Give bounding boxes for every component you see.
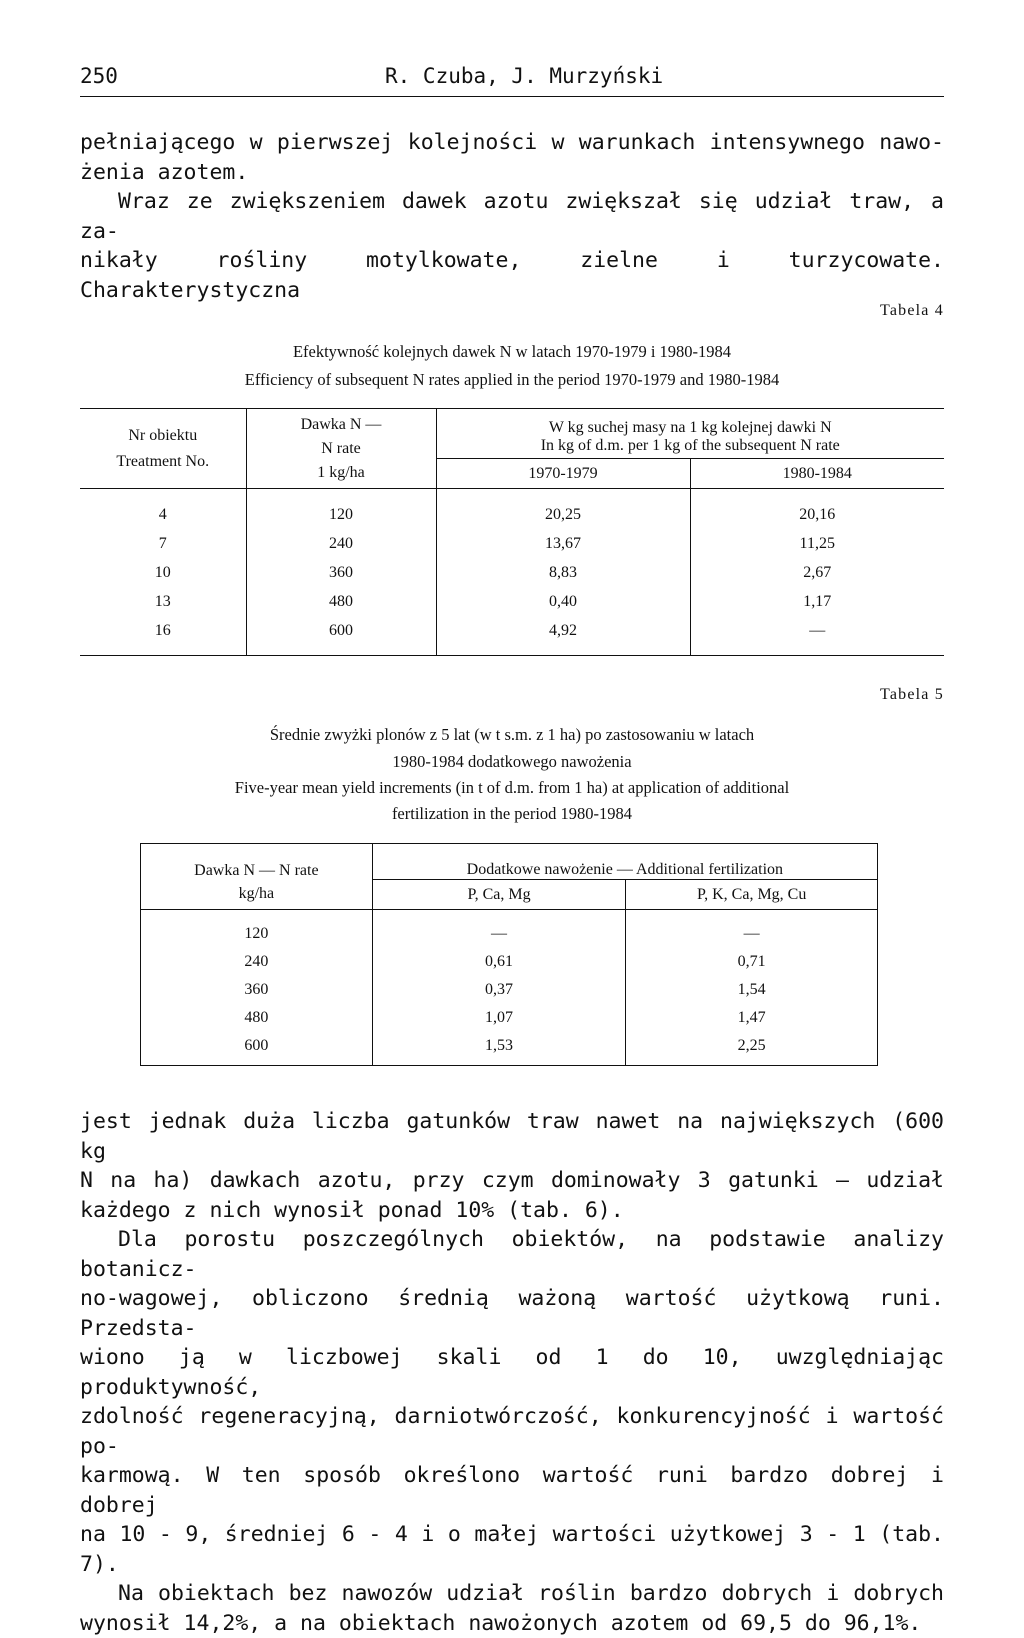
text-line: pełniającego w pierwszej kolejności w warunkach intensywnego nawo- — [80, 128, 944, 158]
text-fragment: (tab. 6). — [494, 1198, 623, 1223]
text-line: jest jednak duża liczba gatunków traw nawet na największych (600 kg — [80, 1107, 944, 1166]
text-line: na 10 - 9, średniej 6 - 4 i o małej wartości użytkowej 3 - 1 (tab. 7). — [80, 1520, 944, 1579]
text-line: no-wagowej, obliczono średnią ważoną wartość użytkową runi. Przedsta- — [80, 1284, 944, 1343]
table5-cell-pkcamgcu: 0,71 — [626, 948, 878, 976]
text-line: N na ha) dawkach azotu, przy czym dominowały 3 gatunki — udział — [80, 1166, 944, 1196]
table4-cell-value-1970: 20,25 — [436, 501, 690, 530]
table4-cell-no: 16 — [80, 617, 246, 646]
table-row — [141, 948, 878, 976]
table4-cell-value-1970: 4,92 — [436, 617, 690, 646]
table-row — [80, 617, 944, 646]
table4-cell-rate: 360 — [246, 559, 436, 588]
text-line: wynosił 14,2%, a na obiektach nawożonych azotem od 69,5 do 96,1%. — [80, 1609, 944, 1638]
text-line: Wraz ze zwiększeniem dawek azotu zwiększał się udział traw, a za- — [80, 187, 944, 246]
table4-cell-rate: 120 — [246, 501, 436, 530]
table5-cell-pcamg: 0,61 — [372, 948, 626, 976]
text-line: wiono ją w liczbowej skali od 1 do 10, uwzględniając produktywność, — [80, 1343, 944, 1402]
table-row — [80, 501, 944, 530]
table5-sub-pkcamgcu: P, K, Ca, Mg, Cu — [626, 880, 878, 910]
table4-caption-en: Efficiency of subsequent N rates applied in the period 1970-1979 and 1980-1984 — [80, 370, 944, 390]
table4-cell-rate: 600 — [246, 617, 436, 646]
text-line: karmową. W ten sposób określono wartość runi bardzo dobrej i dobrej — [80, 1461, 944, 1520]
table5-cell-rate: 480 — [141, 1004, 373, 1032]
table-row — [80, 530, 944, 559]
table4-cell-value-1980: 2,67 — [690, 559, 944, 588]
table5-cell-rate: 600 — [141, 1032, 373, 1060]
table5-cell-rate: 120 — [141, 920, 373, 948]
table4-cell-value-1970: 0,40 — [436, 588, 690, 617]
table4-cell-value-1980: 1,17 — [690, 588, 944, 617]
text-line — [80, 1196, 944, 1226]
table4-cell-no: 10 — [80, 559, 246, 588]
table4 — [80, 408, 944, 656]
table4-col-treatment — [80, 409, 246, 489]
table5-col-rate: Dawka N — N rate — [141, 844, 373, 880]
table5-cell-pcamg: 1,53 — [372, 1032, 626, 1060]
table4-cell-no: 13 — [80, 588, 246, 617]
table4-period-1980-1984: 1980-1984 — [690, 459, 944, 489]
table5-caption-pl-line1: Średnie zwyżki plonów z 5 lat (w t s.m. z 1 ha) po zastosowaniu w latach — [80, 725, 944, 745]
table4-cell-value-1970: 13,67 — [436, 530, 690, 559]
text-line: Na obiektach bez nawozów udział roślin bardzo dobrych i dobrych — [80, 1579, 944, 1609]
table-row — [80, 588, 944, 617]
table5-cell-pkcamgcu: 2,25 — [626, 1032, 878, 1060]
table4-col-treatment-pl: Nr obiektu — [80, 423, 246, 449]
table4-period-1970-1979: 1970-1979 — [436, 459, 690, 489]
table4-caption-pl: Efektywność kolejnych dawek N w latach 1970-1979 i 1980-1984 — [80, 342, 944, 362]
table5-sub-pcamg: P, Ca, Mg — [372, 880, 626, 910]
table5-col-rate-unit: kg/ha — [141, 880, 373, 910]
text-line: nikały rośliny motylkowate, zielne i turzycowate. Charakterystyczna — [80, 246, 944, 305]
table5-label: Tabela 5 — [880, 686, 944, 704]
body-paragraphs — [80, 1107, 944, 1638]
table4-col-rate-pl: Dawka N — — [247, 413, 436, 437]
table4-cell-no: 4 — [80, 501, 246, 530]
table5-cell-rate: 360 — [141, 976, 373, 1004]
table5 — [140, 843, 878, 1066]
table-row — [141, 1004, 878, 1032]
page-number: 250 — [80, 64, 118, 88]
table4-col-rate-unit: 1 kg/ha — [247, 461, 436, 485]
text-fragment: każdego z nich wynosił ponad 10% — [80, 1198, 494, 1223]
text-line: żenia azotem. — [80, 158, 944, 188]
table5-caption-en-line1: Five-year mean yield increments (in t of d.m. from 1 ha) at application of additional — [80, 778, 944, 798]
text-line: Dla porostu poszczególnych obiektów, na podstawie analizy botanicz- — [80, 1225, 944, 1284]
table5-cell-pkcamgcu: 1,47 — [626, 1004, 878, 1032]
table5-cell-pkcamgcu: 1,54 — [626, 976, 878, 1004]
table4-col-rate — [246, 409, 436, 489]
table4-cell-value-1980: — — [690, 617, 944, 646]
table4-col-efficiency-en: In kg of d.m. per 1 kg of the subsequent N rate — [436, 437, 944, 459]
table4-col-efficiency-pl: W kg suchej masy na 1 kg kolejnej dawki N — [436, 409, 944, 437]
table4-cell-value-1970: 8,83 — [436, 559, 690, 588]
table4-cell-rate: 240 — [246, 530, 436, 559]
running-head-authors: R. Czuba, J. Murzyński — [385, 64, 663, 88]
table4-cell-value-1980: 11,25 — [690, 530, 944, 559]
table4-col-treatment-en: Treatment No. — [80, 449, 246, 475]
table4-cell-no: 7 — [80, 530, 246, 559]
table4-cell-rate: 480 — [246, 588, 436, 617]
table5-caption-pl-line2: 1980-1984 dodatkowego nawożenia — [80, 752, 944, 772]
table4-cell-value-1980: 20,16 — [690, 501, 944, 530]
table4-col-rate-en: N rate — [247, 437, 436, 461]
table5-col-fertilization: Dodatkowe nawożenie — Additional fertilization — [372, 844, 877, 880]
intro-paragraphs — [80, 128, 944, 305]
table-row — [141, 976, 878, 1004]
header-rule — [80, 96, 944, 97]
table-row — [141, 920, 878, 948]
table5-caption-en-line2: fertilization in the period 1980-1984 — [80, 804, 944, 824]
table4-label: Tabela 4 — [880, 302, 944, 320]
text-line: zdolność regeneracyjną, darniotwórczość, konkurencyjność i wartość po- — [80, 1402, 944, 1461]
table5-cell-pcamg: 1,07 — [372, 1004, 626, 1032]
table-row — [80, 559, 944, 588]
table5-cell-pcamg: 0,37 — [372, 976, 626, 1004]
table5-cell-pkcamgcu: — — [626, 920, 878, 948]
table5-cell-rate: 240 — [141, 948, 373, 976]
table-row — [141, 1032, 878, 1060]
table5-cell-pcamg: — — [372, 920, 626, 948]
